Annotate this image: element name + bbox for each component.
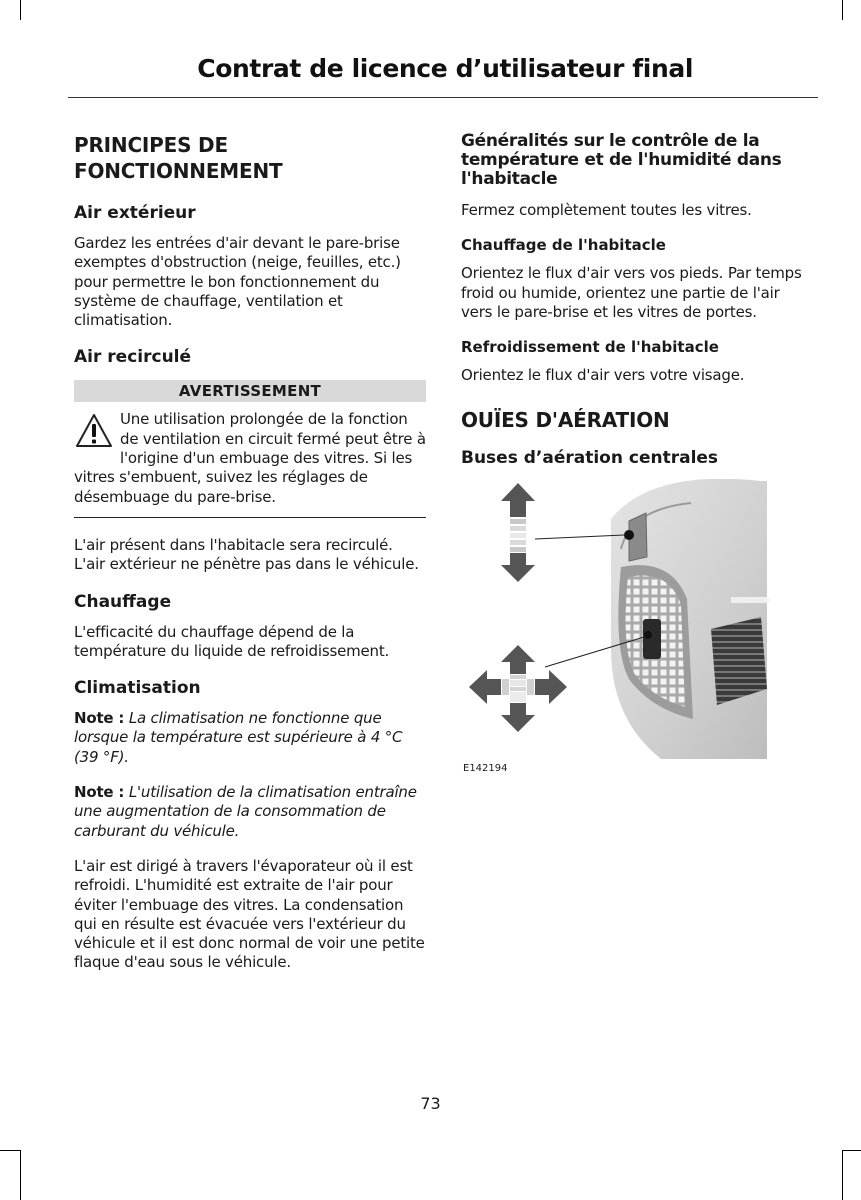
warning-text: Une utilisation prolongée de la fonction de ventilation en circuit fermé peut être à l'origine d'un embuage des vitres. Si les vitres s'embuent, suivez les réglages de désembuage du pare-brise. <box>74 410 426 506</box>
heading-chauffage: Chauffage <box>74 591 172 612</box>
paragraph-refroidissement: Orientez le flux d'air vers votre visage. <box>461 366 745 385</box>
figure-code: E142194 <box>463 763 508 775</box>
heading-air-exterieur: Air extérieur <box>74 203 196 223</box>
heading-ouies: OUÏES D'AÉRATION <box>461 408 670 433</box>
warning-rule <box>74 517 426 518</box>
heading-refroidissement: Refroidissement de l'habitacle <box>461 338 719 357</box>
vent-illustration <box>461 479 813 779</box>
heading-buses: Buses d’aération centrales <box>461 448 719 469</box>
crop-mark-bottom-right-v <box>842 1150 843 1200</box>
paragraph-climatisation: L'air est dirigé à travers l'évaporateur où il est refroidi. L'humidité est extraite de l'air pour éviter l'embuage des vitres. La condensation qui en résulte est évacuée vers l'extérieur du véhicule et il est donc normal de voir une petite flaque d'eau sous le véhicule. <box>74 856 425 972</box>
page-number: 73 <box>420 1094 441 1113</box>
heading-generalites: Généralités sur le contrôle de la température et de l'humidité dans l'habitacle <box>461 131 782 189</box>
heading-air-recircule: Air recirculé <box>74 347 192 368</box>
note-1 <box>74 709 426 767</box>
paragraph-chauffage-habitacle: Orientez le flux d'air vers vos pieds. Par temps froid ou humide, orientez une partie de l'air vers le pare-brise et les vitres de portes. <box>461 264 802 321</box>
title-rule <box>68 97 818 98</box>
page-title: Contrat de licence d’utilisateur final <box>197 54 693 83</box>
warning-box <box>74 410 426 512</box>
dashboard-vent-illustration <box>461 479 813 759</box>
crop-mark-bottom-left-v <box>20 1150 21 1200</box>
warning-title: AVERTISSEMENT <box>74 380 426 402</box>
note-2 <box>74 783 426 841</box>
paragraph-generalites: Fermez complètement toutes les vitres. <box>461 201 752 219</box>
heading-principes: PRINCIPES DE FONCTIONNEMENT <box>74 133 283 183</box>
paragraph-recircule: L'air présent dans l'habitacle sera recirculé. L'air extérieur ne pénètre pas dans le véhicule. <box>74 535 419 574</box>
crop-mark-bottom-left-h <box>0 1150 20 1151</box>
heading-chauffage-habitacle: Chauffage de l'habitacle <box>461 236 666 255</box>
crop-mark-bottom-right-h <box>842 1150 861 1151</box>
note-2-text: L'utilisation de la climatisation entraîne une augmentation de la consommation de carburant du véhicule. <box>74 783 417 840</box>
note-1-label: Note : <box>74 709 125 728</box>
crop-mark-top-right <box>842 0 843 20</box>
note-2-label: Note : <box>74 783 125 802</box>
note-1-text: La climatisation ne fonctionne que lorsque la température est supérieure à 4 °C (39 °F). <box>74 709 403 766</box>
crop-mark-top-left <box>20 0 21 20</box>
paragraph-air-exterieur: Gardez les entrées d'air devant le pare-brise exemptes d'obstruction (neige, feuilles, etc.) pour permettre le bon fonctionnement du système de chauffage, ventilation et climatisation. <box>74 234 401 330</box>
paragraph-chauffage: L'efficacité du chauffage dépend de la température du liquide de refroidissement. <box>74 622 390 660</box>
up-down-arrow-icon <box>501 483 535 582</box>
left-column <box>74 132 426 989</box>
central-vent-knob <box>643 619 661 659</box>
upper-vent-knob <box>624 530 634 540</box>
heading-climatisation: Climatisation <box>74 678 201 699</box>
warning-triangle-icon <box>74 412 114 450</box>
right-column <box>461 132 813 779</box>
four-way-arrow-icon <box>469 645 567 732</box>
